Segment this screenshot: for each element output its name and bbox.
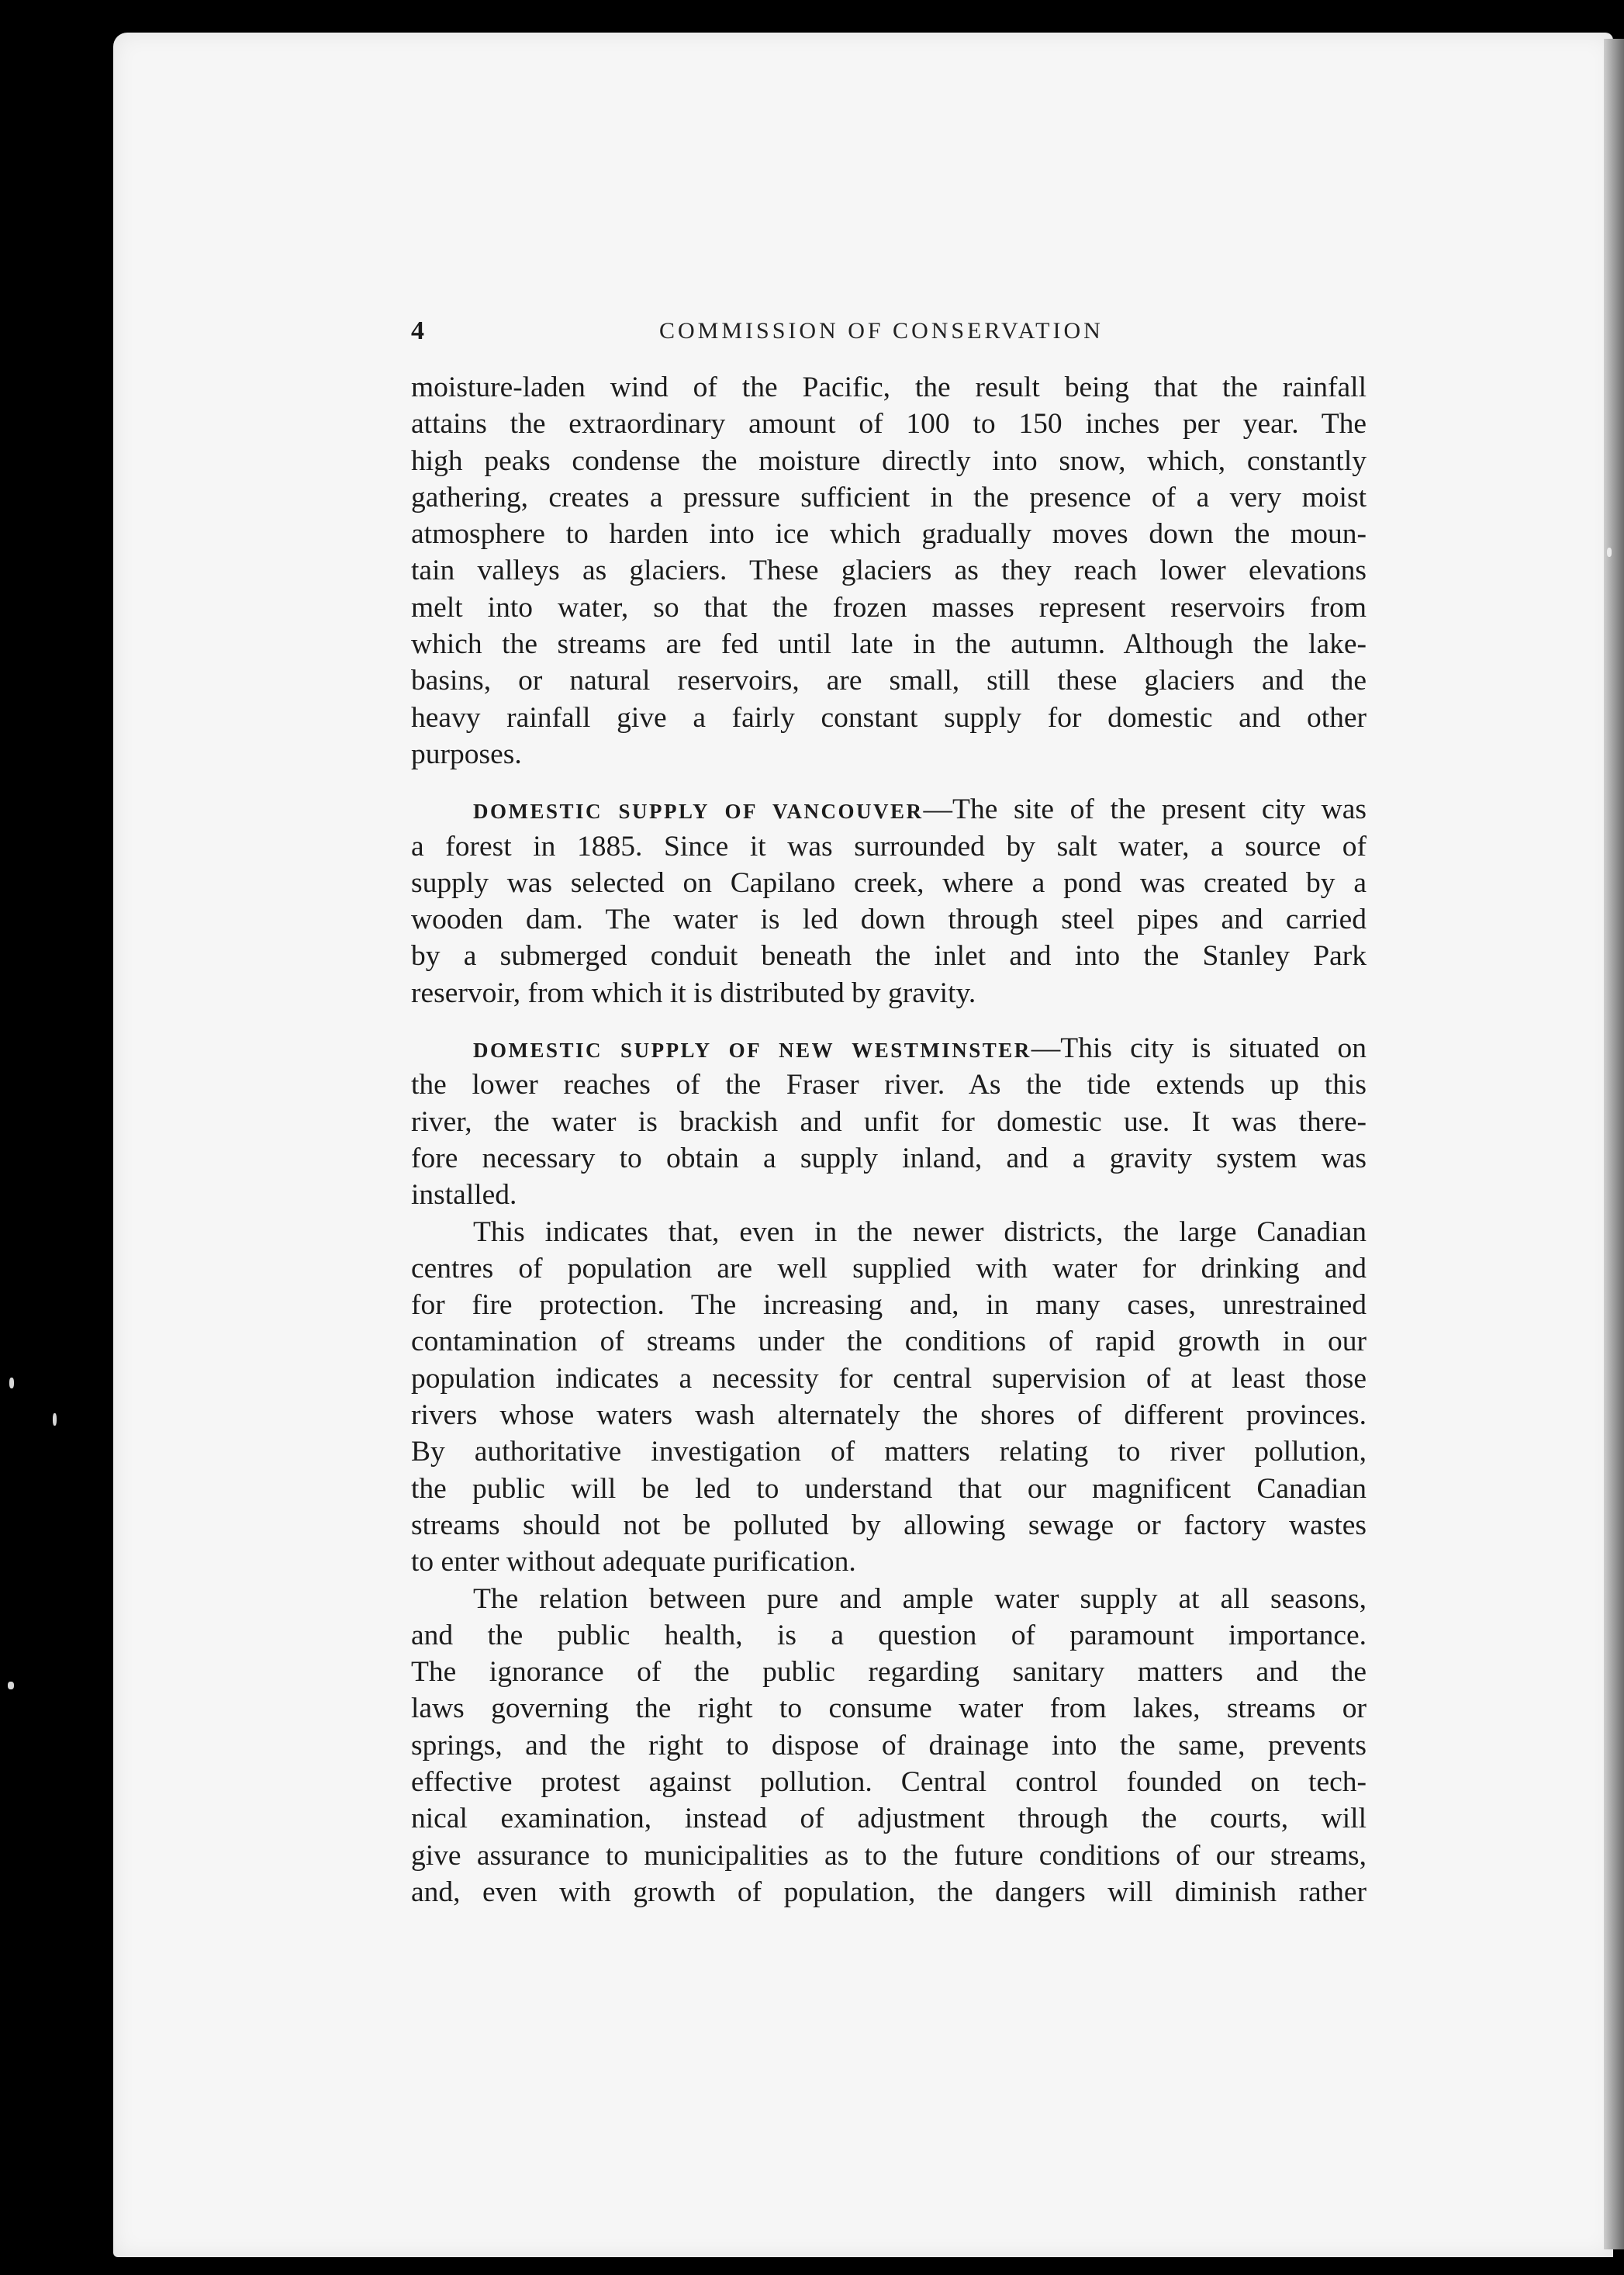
text-line: gathering, creates a pressure sufficient in the presence of a very moist <box>411 481 1367 513</box>
text-line: attains the extraordinary amount of 100 to 150 inches per year. The <box>411 408 1367 441</box>
text-line: purposes. <box>411 738 522 770</box>
page-edge-shadow <box>1604 39 1624 2249</box>
heading-continuation: —The site of the present city was <box>923 793 1367 826</box>
scan-speck <box>9 1378 14 1388</box>
paragraph <box>411 369 1367 773</box>
paragraph <box>411 1581 1367 1911</box>
text-line: springs, and the right to dispose of drainage into the same, prevents <box>411 1729 1367 1762</box>
heading-continuation: —This city is situated on <box>1031 1032 1367 1065</box>
text-line: a forest in 1885. Since it was surrounded by salt water, a source of <box>411 830 1367 863</box>
scan-speck <box>1607 548 1612 557</box>
text-line: The relation between pure and ample water supply at all seasons, <box>473 1582 1367 1615</box>
text-line: rivers whose waters wash alternately the shores of different provinces. <box>411 1399 1367 1432</box>
text-line: basins, or natural reservoirs, are small, still these glaciers and the <box>411 665 1367 697</box>
text-line: by a submerged conduit beneath the inlet and into the Stanley Park <box>411 940 1367 973</box>
text-line: which the streams are fed until late in the autumn. Although the lake- <box>411 628 1367 661</box>
paragraph-gap <box>411 1011 1367 1030</box>
text-line: give assurance to municipalities as to the future conditions of our streams, <box>411 1839 1367 1872</box>
paragraph <box>411 1030 1367 1213</box>
scan-speck <box>8 1682 14 1689</box>
text-line <box>411 791 1367 828</box>
scan-speck <box>53 1413 57 1426</box>
text-line: laws governing the right to consume water from lakes, streams or <box>411 1692 1367 1725</box>
text-line: installed. <box>411 1179 517 1212</box>
text-line: nical examination, instead of adjustment through the courts, will <box>411 1803 1367 1835</box>
text-line: melt into water, so that the frozen masses represent reservoirs from <box>411 591 1367 624</box>
text-line: This indicates that, even in the newer districts, the large Canadian <box>473 1215 1367 1248</box>
text-line: streams should not be polluted by allowing sewage or factory wastes <box>411 1509 1367 1541</box>
body-text <box>411 369 1367 1910</box>
text-line: The ignorance of the public regarding sanitary matters and the <box>411 1656 1367 1689</box>
text-line <box>411 1030 1367 1067</box>
text-line: contamination of streams under the conditions of rapid growth in our <box>411 1326 1367 1358</box>
text-line: river, the water is brackish and unfit for domestic use. It was there- <box>411 1105 1367 1138</box>
text-line: supply was selected on Capilano creek, where a pond was created by a <box>411 866 1367 899</box>
running-head: COMMISSION OF CONSERVATION <box>659 318 1104 344</box>
paragraph <box>411 1214 1367 1581</box>
section-heading: DOMESTIC SUPPLY OF NEW WESTMINSTER <box>473 1039 1031 1063</box>
text-line: centres of population are well supplied with water for drinking and <box>411 1252 1367 1284</box>
text-line: the public will be led to understand that our magnificent Canadian <box>411 1472 1367 1505</box>
text-line: for fire protection. The increasing and, in many cases, unrestrained <box>411 1289 1367 1322</box>
text-line: high peaks condense the moisture directly into snow, which, constantly <box>411 444 1367 477</box>
text-line: heavy rainfall give a fairly constant supply for domestic and other <box>411 701 1367 734</box>
text-line: to enter without adequate purification. <box>411 1546 856 1578</box>
paragraph-gap <box>411 773 1367 791</box>
text-line: and the public health, is a question of paramount importance. <box>411 1619 1367 1651</box>
text-line: population indicates a necessity for central supervision of at least those <box>411 1362 1367 1395</box>
text-line: and, even with growth of population, the dangers will diminish rather <box>411 1876 1367 1908</box>
paragraph <box>411 791 1367 1011</box>
text-line: the lower reaches of the Fraser river. As the tide extends up this <box>411 1069 1367 1101</box>
text-line: fore necessary to obtain a supply inland, and a gravity system was <box>411 1142 1367 1174</box>
page-number: 4 <box>411 316 424 345</box>
text-line: tain valleys as glaciers. These glaciers as they reach lower elevations <box>411 555 1367 587</box>
text-line: moisture-laden wind of the Pacific, the result being that the rainfall <box>411 372 1367 403</box>
text-line: atmosphere to harden into ice which gradually moves down the moun- <box>411 518 1367 551</box>
text-line: reservoir, from which it is distributed by gravity. <box>411 977 976 1009</box>
section-heading: DOMESTIC SUPPLY OF VANCOUVER <box>473 800 924 824</box>
page-header <box>411 316 1373 355</box>
text-line: By authoritative investigation of matters relating to river pollution, <box>411 1436 1367 1468</box>
text-line: effective protest against pollution. Central control founded on tech- <box>411 1765 1367 1798</box>
text-line: wooden dam. The water is led down through steel pipes and carried <box>411 904 1367 936</box>
